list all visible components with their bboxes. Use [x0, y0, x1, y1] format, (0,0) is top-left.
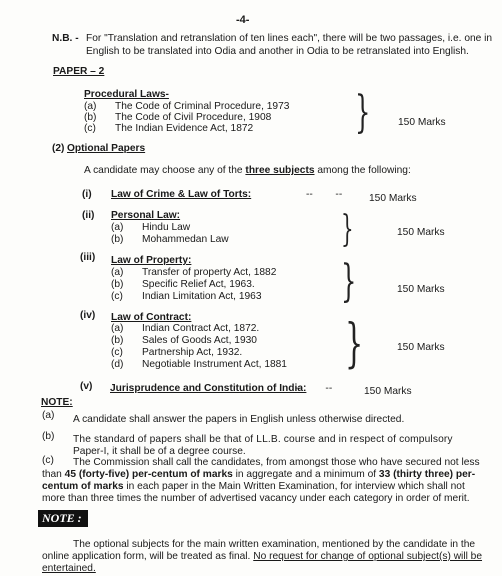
paper2-item: The Code of Civil Procedure, 1908	[115, 112, 272, 123]
note-a-idx: (a)	[42, 410, 55, 421]
subject-item: Negotiable Instrument Act, 1881	[142, 359, 287, 370]
optional-intro: A candidate may choose any of the three subjects among the following:	[84, 165, 411, 176]
page-number: -4-	[236, 14, 250, 26]
note-b-idx: (b)	[42, 431, 55, 442]
subject-item-idx: (c)	[111, 291, 123, 302]
note-label-box: NOTE :	[38, 510, 88, 527]
subject-number: (iii)	[80, 252, 96, 263]
subject-brace: }	[341, 256, 357, 307]
note-a-text: A candidate shall answer the papers in English unless otherwise directed.	[73, 414, 405, 425]
paper2-brace: }	[355, 87, 371, 138]
subject-item: Indian Limitation Act, 1963	[142, 291, 262, 302]
paper2-item: The Code of Criminal Procedure, 1973	[115, 101, 290, 112]
optional-number: (2)	[52, 143, 65, 154]
paper2-item: The Indian Evidence Act, 1872	[115, 123, 254, 134]
subject-title: Law of Crime & Law of Torts:	[111, 189, 252, 200]
nb-label: N.B. -	[52, 33, 79, 44]
subject-item: Specific Relief Act, 1963.	[142, 279, 255, 290]
subject-marks: 150 Marks	[397, 227, 445, 238]
note-c-line-2: than 45 (forty-five) per-centum of marks in aggregate and a minimum of 33 (thirty three) per-	[42, 469, 476, 480]
subject-marks: 150 Marks	[397, 342, 445, 353]
subject-item-idx: (b)	[111, 335, 124, 346]
subject-item: Transfer of property Act, 1882	[142, 267, 277, 278]
subject-dashes: -- --	[296, 383, 333, 394]
subject-item: Partnership Act, 1932.	[142, 347, 243, 358]
subject-item-idx: (b)	[111, 234, 124, 245]
subject-brace: }	[345, 314, 364, 374]
note-heading: NOTE:	[41, 397, 73, 408]
subject-item: Sales of Goods Act, 1930	[142, 335, 257, 346]
subject-marks: 150 Marks	[397, 284, 445, 295]
nb-line-2: English to be translated into Odia and another in Odia to be retranslated into English.	[86, 46, 469, 57]
subject-marks: 150 Marks	[364, 386, 412, 397]
subject-number: (v)	[80, 381, 93, 392]
optional-heading: Optional Papers	[67, 143, 146, 154]
nb-line-1: For "Translation and retranslation of ten lines each", there will be two passages, i.e. one in	[86, 33, 493, 44]
subject-title: Personal Law:	[111, 210, 181, 221]
subject-item-idx: (d)	[111, 359, 124, 370]
note2-line-3: entertained.	[42, 563, 96, 574]
subject-item-idx: (b)	[111, 279, 124, 290]
subject-dashes: -- --	[306, 189, 343, 200]
paper2-subheading: Procedural Laws-	[84, 89, 169, 100]
paper2-marks: 150 Marks	[398, 117, 446, 128]
note2-line-1: The optional subjects for the main written examination, mentioned by the candidate in the	[73, 539, 476, 550]
subject-brace: }	[341, 209, 354, 250]
paper2-item-idx: (b)	[84, 112, 97, 123]
subject-title: Jurisprudence and Constitution of India:	[110, 383, 307, 394]
note-b-line-2: Paper-I, it shall be of a degree course.	[73, 446, 246, 457]
subject-item-idx: (c)	[111, 347, 123, 358]
note-c-idx: (c)	[42, 455, 54, 466]
subject-title: Law of Property:	[111, 255, 192, 266]
note-c-line-4: more than three times the number of advertised vacancy under each category in order of merit.	[42, 493, 470, 504]
subject-number: (i)	[82, 189, 92, 200]
note2-line-2: online application form, will be treated as final. No request for change of optional subject(s) will be	[42, 551, 483, 562]
subject-number: (iv)	[80, 310, 96, 321]
paper2-item-idx: (a)	[84, 101, 97, 112]
subject-marks: 150 Marks	[369, 193, 417, 204]
subject-item-idx: (a)	[111, 323, 124, 334]
paper2-heading: PAPER – 2	[53, 66, 105, 77]
note-b-line-1: The standard of papers shall be that of LL.B. course and in respect of compulsory	[73, 434, 453, 445]
note-c-line-3: centum of marks in each paper in the Main Written Examination, for interview which shall not	[42, 481, 465, 492]
paper2-item-idx: (c)	[84, 123, 96, 134]
subject-item-idx: (a)	[111, 222, 124, 233]
subject-item: Mohammedan Law	[142, 234, 229, 245]
subject-item: Hindu Law	[142, 222, 191, 233]
subject-number: (ii)	[82, 210, 95, 221]
subject-title: Law of Contract:	[111, 312, 192, 323]
note-c-line-1: The Commission shall call the candidates, from amongst those who have secured not less	[73, 457, 480, 468]
subject-item-idx: (a)	[111, 267, 124, 278]
subject-item: Indian Contract Act, 1872.	[142, 323, 260, 334]
